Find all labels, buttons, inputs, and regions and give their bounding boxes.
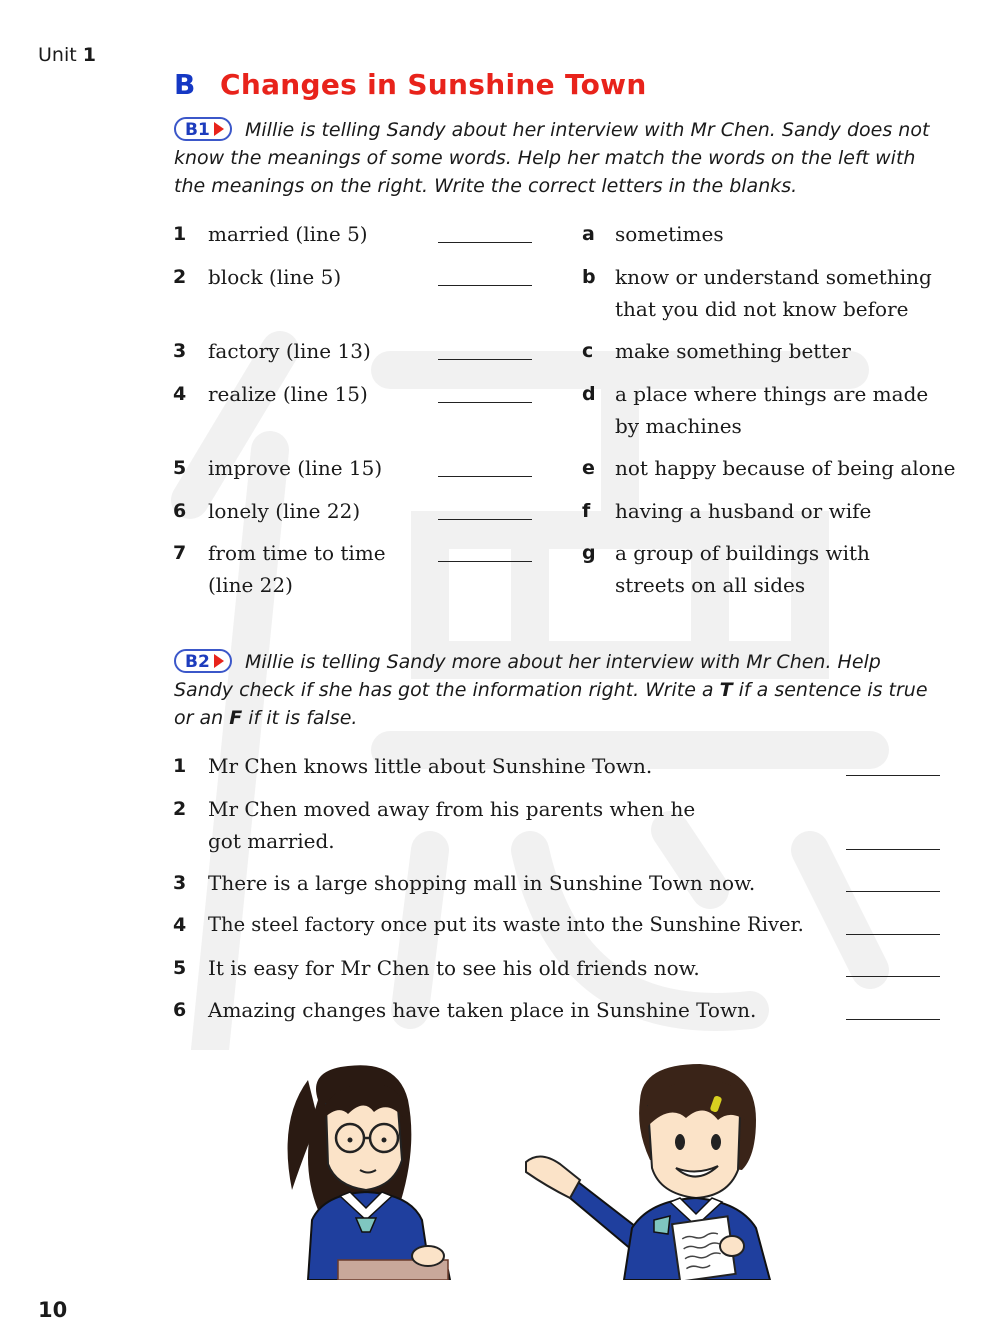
- statement-number: 3: [173, 872, 187, 894]
- answer-blank-3[interactable]: [438, 359, 532, 360]
- meaning-d: a place where things are made by machines: [615, 382, 929, 438]
- answer-blank-7[interactable]: [438, 561, 532, 562]
- word-from-time-to-time: from time to time (line 22): [208, 541, 386, 597]
- meaning-f: having a husband or wife: [615, 499, 872, 523]
- unit-word: Unit: [38, 44, 77, 66]
- statement-number: 1: [173, 755, 187, 777]
- statement-3: There is a large shopping mall in Sunshine Town now.: [208, 871, 756, 895]
- false-letter: F: [229, 707, 243, 729]
- word-improve: improve (line 15): [208, 456, 383, 480]
- statement-4: The steel factory once put its waste into the Sunshine River.: [208, 913, 804, 936]
- answer-blank-6[interactable]: [438, 519, 532, 520]
- statement-number: 4: [173, 914, 187, 936]
- statement-5: It is easy for Mr Chen to see his old friends now.: [208, 956, 700, 980]
- statement-number: 6: [173, 999, 187, 1021]
- answer-blank-5[interactable]: [438, 476, 532, 477]
- meaning-b: know or understand something that you did not know before: [615, 265, 932, 321]
- unit-number: 1: [82, 44, 96, 66]
- section-title: Changes in Sunshine Town: [220, 68, 647, 101]
- statement-number: 5: [173, 957, 187, 979]
- tf-blank-6[interactable]: [846, 1019, 940, 1020]
- word-factory: factory (line 13): [208, 339, 371, 363]
- word-number: 7: [173, 542, 187, 564]
- statement-6: Amazing changes have taken place in Sunshine Town.: [208, 998, 757, 1022]
- answer-blank-1[interactable]: [438, 242, 532, 243]
- word-lonely: lonely (line 22): [208, 499, 361, 523]
- meaning-e: not happy because of being alone: [615, 456, 956, 480]
- tf-blank-5[interactable]: [846, 976, 940, 977]
- answer-blank-2[interactable]: [438, 285, 532, 286]
- statement-1: Mr Chen knows little about Sunshine Town.: [208, 754, 653, 778]
- meaning-c: make something better: [615, 339, 851, 363]
- b2-instruction-part2: if a sentence is true or an: [174, 679, 928, 729]
- section-letter: B: [174, 68, 196, 101]
- meaning-letter: b: [582, 266, 596, 288]
- true-letter: T: [719, 679, 733, 701]
- meaning-letter: f: [582, 500, 591, 522]
- millie-illustration: [520, 1060, 780, 1280]
- word-number: 1: [173, 223, 187, 245]
- meaning-letter: a: [582, 223, 595, 245]
- meaning-a: sometimes: [615, 222, 724, 246]
- tf-blank-1[interactable]: [846, 775, 940, 776]
- tf-blank-2[interactable]: [846, 849, 940, 850]
- meaning-letter: e: [582, 457, 595, 479]
- tf-blank-4[interactable]: [846, 934, 940, 935]
- page-number: 10: [38, 1298, 68, 1322]
- meaning-g: a group of buildings with streets on all sides: [615, 541, 870, 597]
- b1-badge-label: B1: [185, 120, 210, 140]
- word-married: married (line 5): [208, 222, 368, 246]
- word-number: 3: [173, 340, 187, 362]
- b2-badge-label: B2: [185, 652, 210, 672]
- word-number: 4: [173, 383, 187, 405]
- sandy-illustration: [278, 1060, 478, 1280]
- unit-label: [38, 44, 96, 66]
- answer-blank-4[interactable]: [438, 402, 532, 403]
- word-number: 6: [173, 500, 187, 522]
- meaning-letter: c: [582, 340, 594, 362]
- meaning-letter: g: [582, 542, 596, 564]
- word-number: 2: [173, 266, 187, 288]
- tf-blank-3[interactable]: [846, 891, 940, 892]
- word-realize: realize (line 15): [208, 382, 368, 406]
- b1-instruction: Millie is telling Sandy about her interview with Mr Chen. Sandy does not know the meanings of some words. Help her match the words on the left with the meanings on the right. Write the correct letters in the blanks.: [174, 119, 930, 197]
- b2-instruction: [174, 648, 934, 732]
- word-number: 5: [173, 457, 187, 479]
- word-block: block (line 5): [208, 265, 342, 289]
- meaning-letter: d: [582, 383, 596, 405]
- b2-instruction-part3: if it is false.: [242, 707, 358, 729]
- b2-instruction-part1: Millie is telling Sandy more about her interview with Mr Chen. Help Sandy check if she has got the information right. Write a: [174, 651, 881, 701]
- statement-number: 2: [173, 798, 187, 820]
- statement-2: Mr Chen moved away from his parents when he got married.: [208, 797, 696, 853]
